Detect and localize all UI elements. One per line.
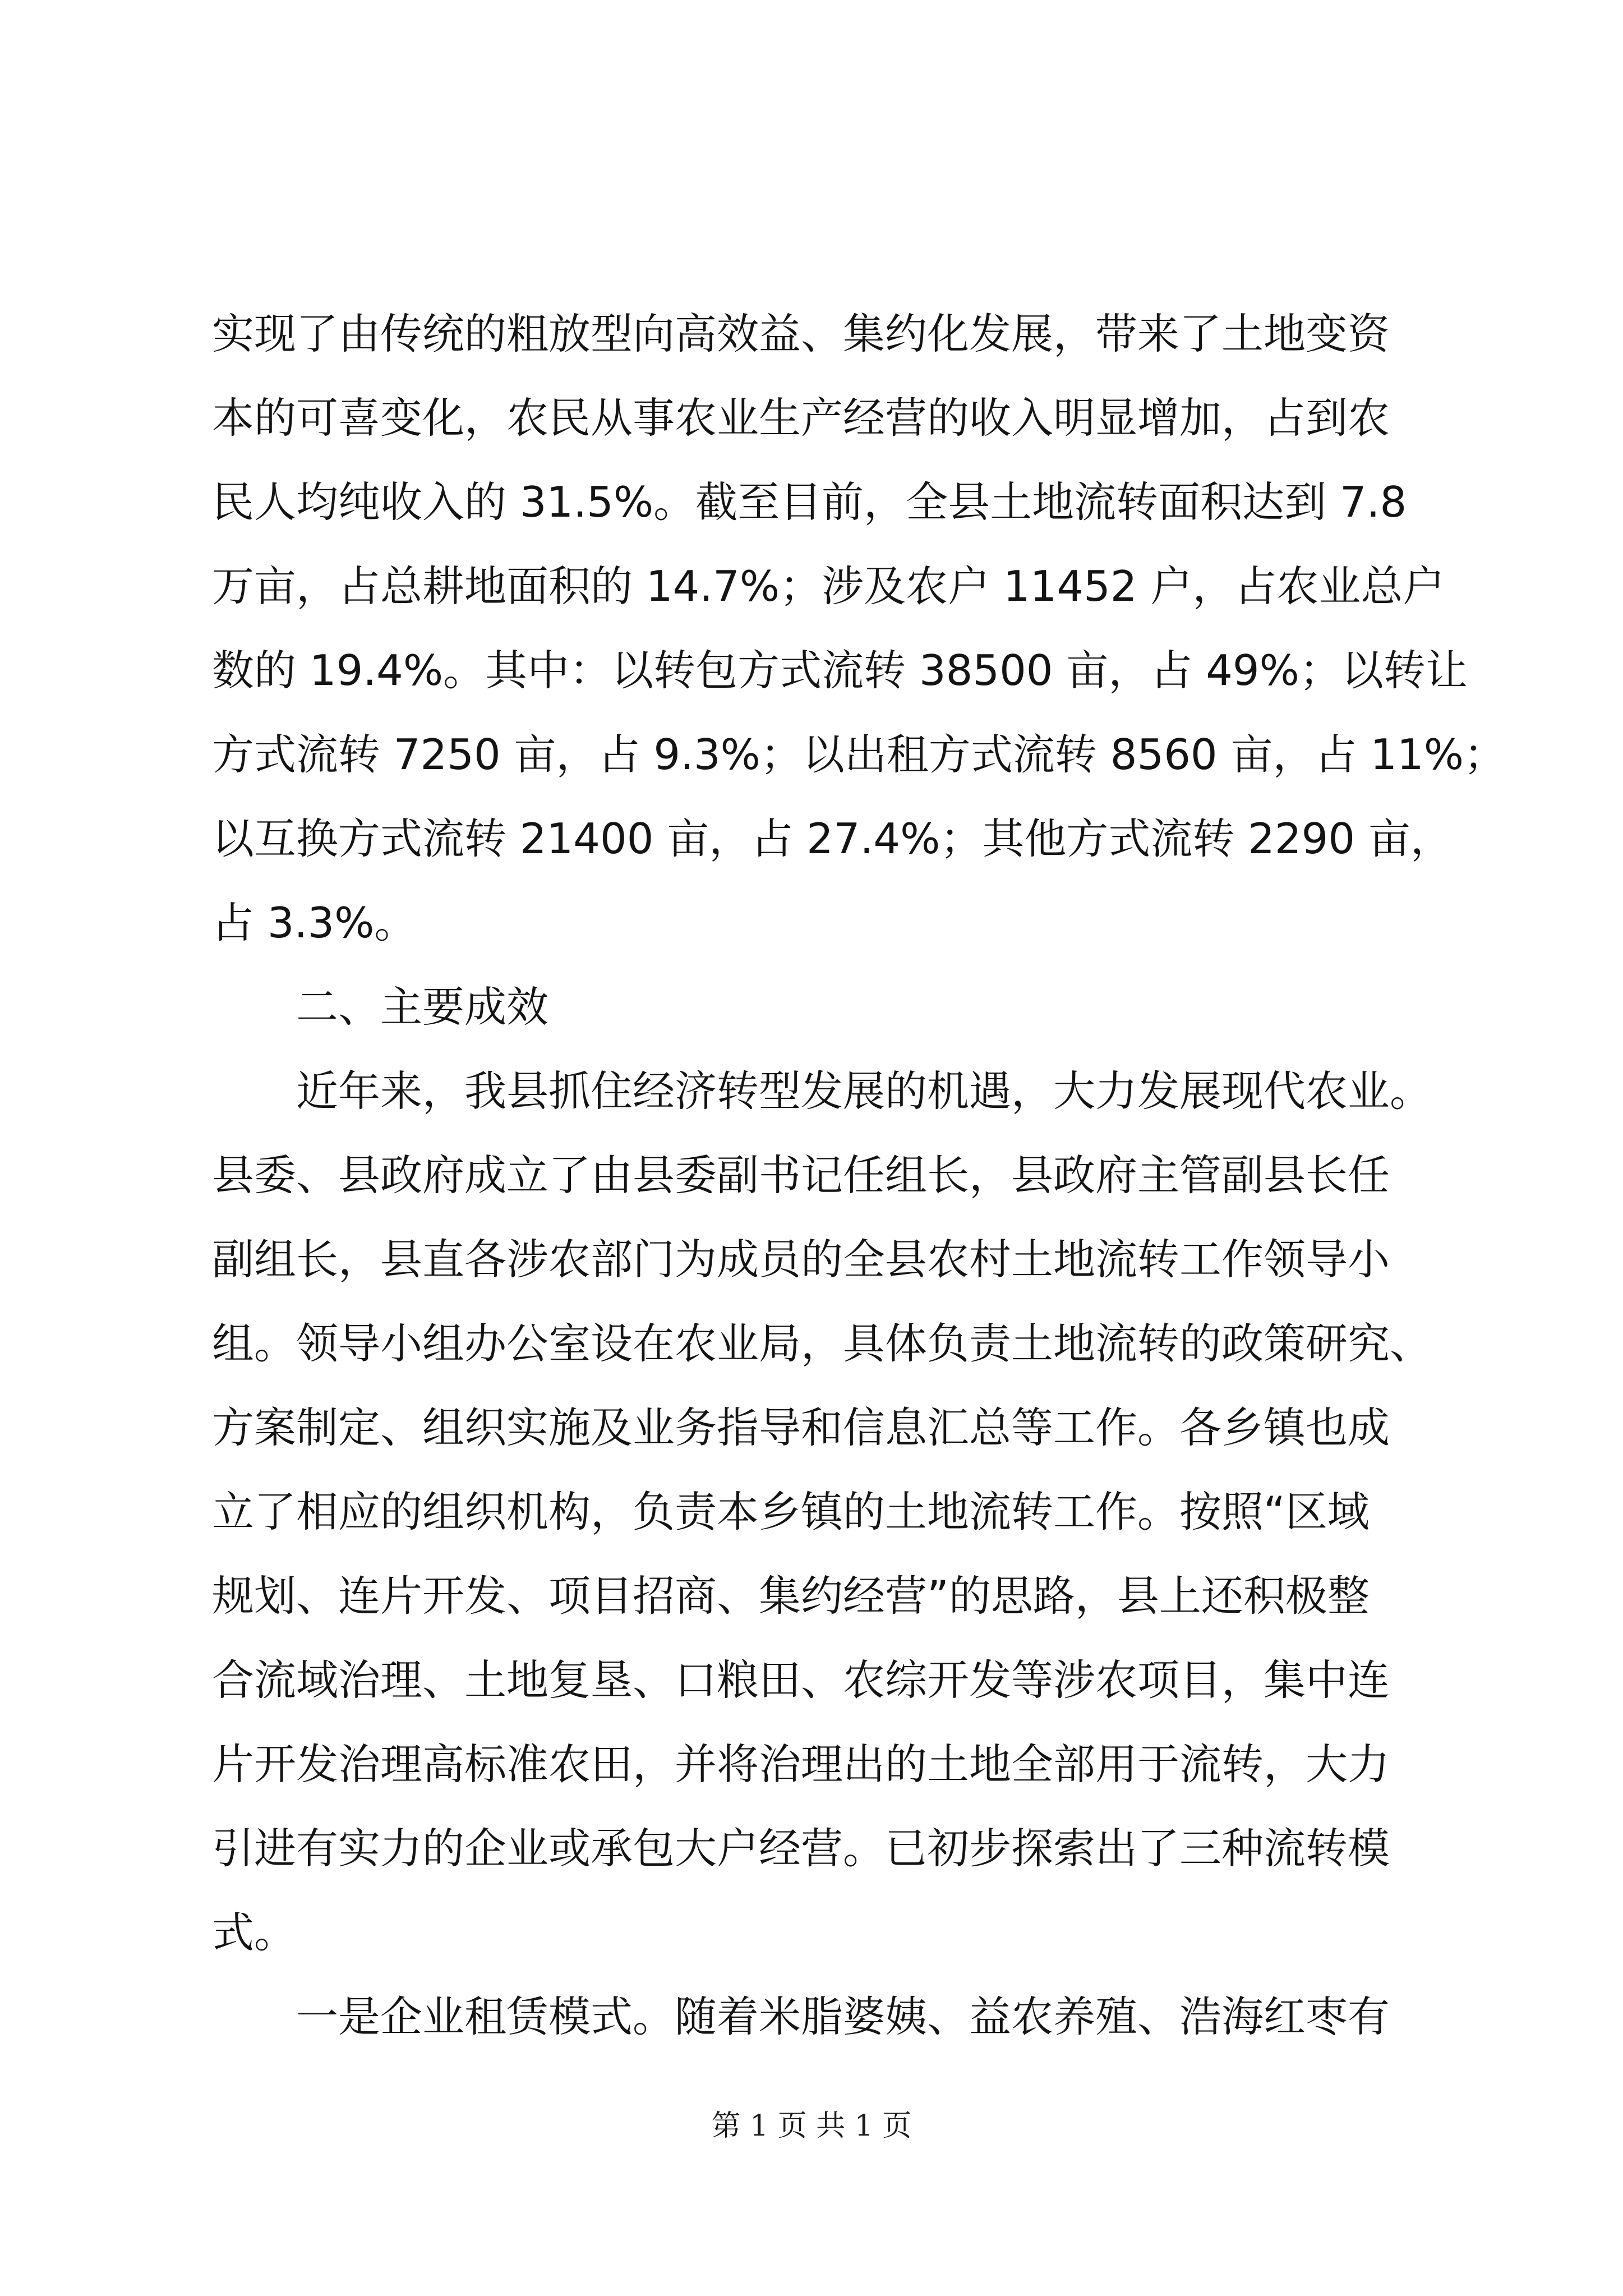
text-line-2: 本的可喜变化，农民从事农业生产经营的收入明显增加，占到农 xyxy=(212,393,1390,443)
text-line-15: 立了相应的组织机构，负责本乡镇的土地流转工作。按照“区域 xyxy=(212,1487,1370,1536)
body-text xyxy=(212,292,1506,2059)
text-line-11: 县委、县政府成立了由县委副书记任组长，县政府主管副县长任 xyxy=(212,1151,1390,1200)
text-line-4: 万亩，占总耕地面积的 14.7%；涉及农户 11452 户，占农业总户 xyxy=(212,562,1445,611)
text-line-14: 方案制定、组织实施及业务指导和信息汇总等工作。各乡镇也成 xyxy=(212,1403,1390,1452)
text-line-13: 组。领导小组办公室设在农业局，具体负责土地流转的政策研究、 xyxy=(212,1319,1432,1368)
text-line-10: 近年来，我县抓住经济转型发展的机遇，大力发展现代农业。 xyxy=(296,1066,1432,1116)
text-line-1: 实现了由传统的粗放型向高效益、集约化发展，带来了土地变资 xyxy=(212,309,1390,358)
text-line-20: 式。 xyxy=(212,1908,297,1957)
text-line-18: 片开发治理高标准农田，并将治理出的土地全部用于流转，大力 xyxy=(212,1740,1390,1789)
text-line-5: 数的 19.4%。其中：以转包方式流转 38500 亩，占 49%；以转让 xyxy=(212,646,1468,695)
section-heading: 二、主要成效 xyxy=(296,982,549,1032)
text-line-21: 一是企业租赁模式。随着米脂婆姨、益农养殖、浩海红枣有 xyxy=(296,1992,1390,2041)
text-line-19: 引进有实力的企业或承包大户经营。已初步探索出了三种流转模 xyxy=(212,1824,1390,1873)
text-line-7: 以互换方式流转 21400 亩，占 27.4%；其他方式流转 2290 亩， xyxy=(212,814,1453,863)
text-line-6: 方式流转 7250 亩，占 9.3%；以出租方式流转 8560 亩，占 11%； xyxy=(212,730,1506,779)
text-line-3: 民人均纯收入的 31.5%。截至目前，全县土地流转面积达到 7.8 xyxy=(212,477,1407,527)
text-line-17: 合流域治理、土地复垦、口粮田、农综开发等涉农项目，集中连 xyxy=(212,1655,1390,1705)
text-line-16: 规划、连片开发、项目招商、集约经营”的思路，县上还积极整 xyxy=(212,1571,1370,1621)
text-line-12: 副组长，县直各涉农部门为成员的全县农村土地流转工作领导小 xyxy=(212,1235,1390,1284)
page-footer: 第 1 页 共 1 页 xyxy=(711,2109,912,2143)
text-line-8: 占 3.3%。 xyxy=(212,898,417,947)
